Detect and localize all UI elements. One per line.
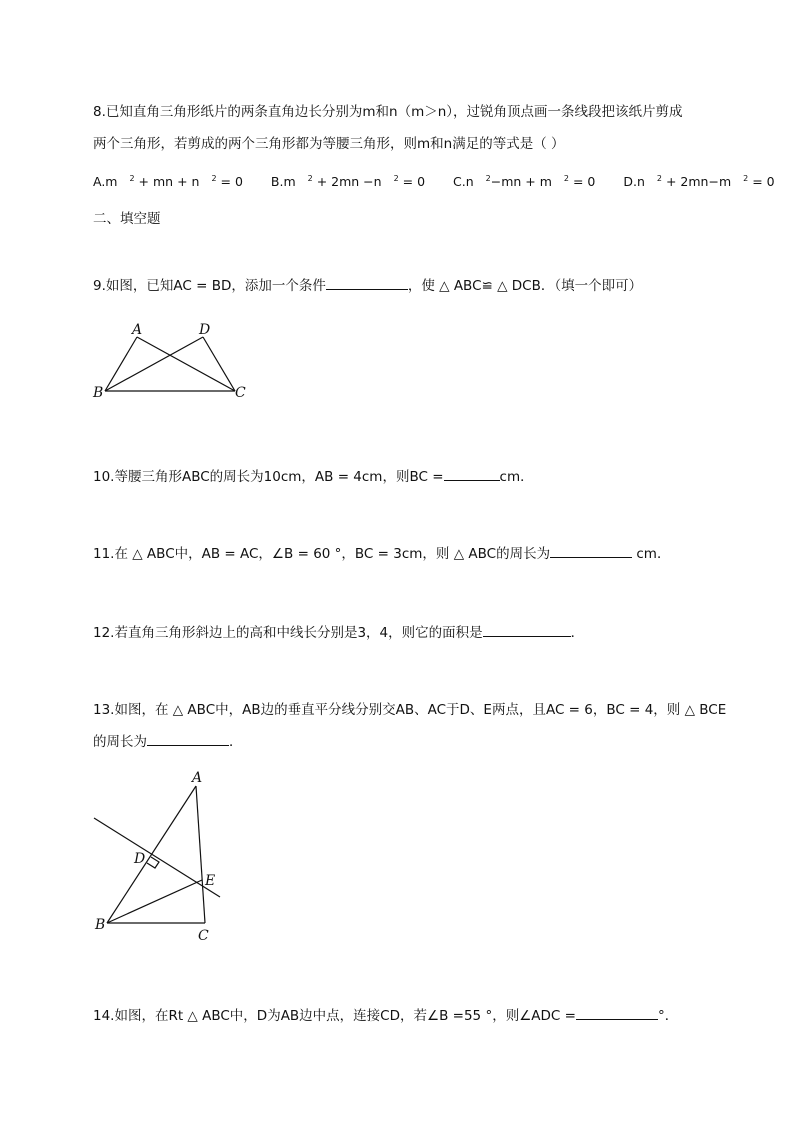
q9-label-c: C [235,385,246,401]
q14-text: 14.如图，在Rt △ ABC中，D为AB边中点，连接CD，若∠B =55 °，则∠ADC = °． [93,1005,678,1025]
q10-blank[interactable] [444,466,500,481]
q13-label-d: D [134,851,146,867]
q9-label-a: A [132,322,143,338]
choice-b[interactable]: B.m $^2$ + 2mn −n $^2$ = 0 [270,174,426,190]
q12-text: 12.若直角三角形斜边上的高和中线长分别是3，4，则它的面积是 ． [93,622,584,642]
q13-figure [88,765,238,945]
q9-text: 9.如图，已知AC = BD，添加一个条件 ，使 △ ABC≌ △ DCB．（填一个即可） [93,275,642,295]
choice-d[interactable]: D.n $^2$ + 2mn−m $^2$ = 0 [623,174,775,190]
q9-label-b: B [93,385,104,401]
q9-figure [88,318,258,408]
q12-blank[interactable] [483,622,571,637]
q11-blank[interactable] [550,543,632,558]
q11-text: 11.在 △ ABC中，AB = AC，∠B = 60 °，BC = 3cm，则 △ ABC的周长为 cm． [93,543,670,563]
q13-line1: 13.如图，在 △ ABC中，AB边的垂直平分线分别交AB、AC于D、E两点，且AC = 6，BC = 4，则 △ BCE [93,702,727,718]
q13-label-c: C [198,928,209,944]
q8-choices [93,174,794,189]
q14-blank[interactable] [576,1005,658,1020]
q13-line2: 的周长为 ． [93,731,243,751]
section-heading: 二、填空题 [93,211,161,227]
q8-line2: 两个三角形，若剪成的两个三角形都为等腰三角形，则m和n满足的等式是（ ） [93,136,565,152]
q8-line1: 8.已知直角三角形纸片的两条直角边长分别为m和n（m＞n），过锐角顶点画一条线段把该纸片剪成 [93,104,683,120]
q9-label-d: D [199,322,211,338]
q13-label-b: B [95,917,106,933]
q13-blank[interactable] [147,731,229,746]
q13-label-a: A [192,770,203,786]
q13-label-e: E [205,873,216,889]
q9-blank[interactable] [326,275,408,290]
q10-text: 10.等腰三角形ABC的周长为10cm，AB = 4cm，则BC = cm． [93,466,534,486]
choice-c[interactable]: C.n $^2$−mn + m $^2$ = 0 [453,174,596,190]
choice-a[interactable]: A.m $^2$ + mn + n $^2$ = 0 [93,174,243,190]
